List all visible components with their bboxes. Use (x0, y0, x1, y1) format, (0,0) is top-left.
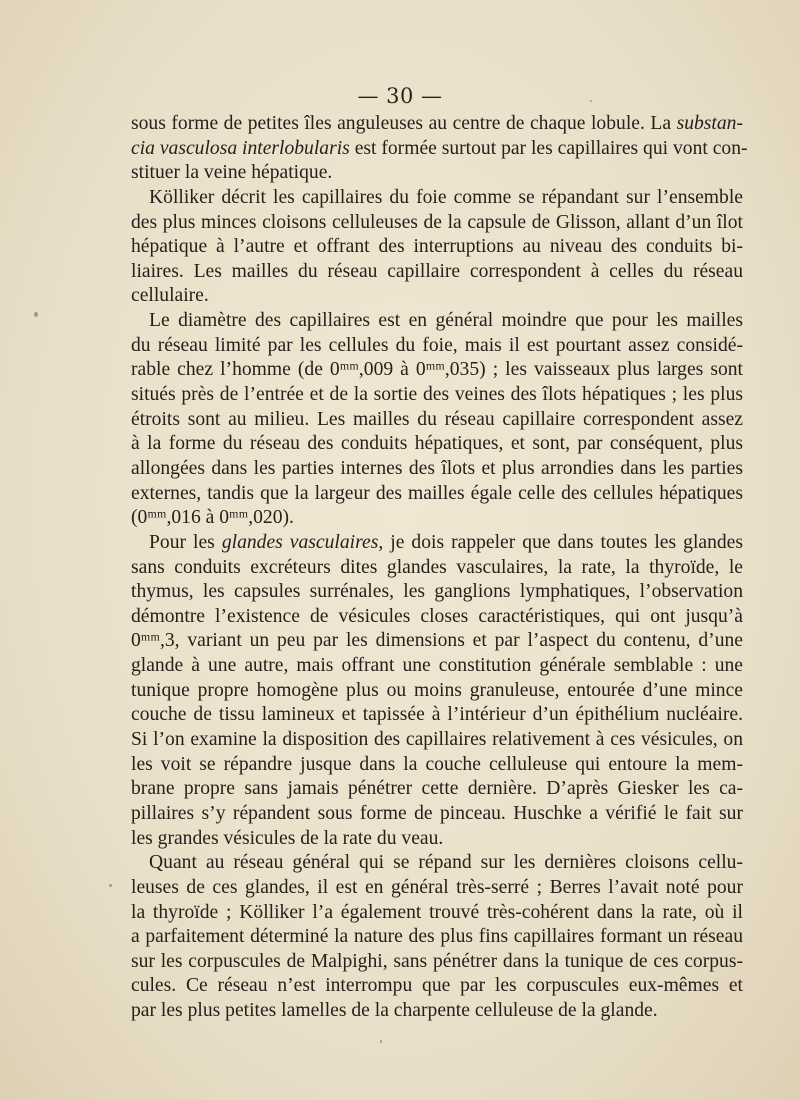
text-run: rable chez l’homme (de 0ᵐᵐ,009 à 0ᵐᵐ,035) ; les vaisseaux plus larges sont (131, 359, 743, 381)
text-line (131, 383, 743, 408)
text-line (131, 260, 743, 285)
body-text (131, 112, 748, 1024)
text-line (131, 605, 743, 630)
text-run: sans conduits excréteurs dites glandes vasculaires, la rate, la thyroïde, le (131, 556, 743, 578)
text-line (131, 161, 743, 186)
text-line (131, 629, 743, 654)
text-run: les grandes vésicules de la rate du veau. (131, 827, 444, 849)
text-line (131, 728, 743, 753)
text-line (131, 531, 743, 556)
text-run: stituer la veine hépatique. (131, 162, 333, 184)
text-run: Si l’on examine la disposition des capillaires relativement à ces vésicules, on (131, 729, 743, 751)
text-line (131, 556, 743, 581)
italic-term: glandes vasculaires (221, 531, 379, 553)
text-run: glande à une autre, mais offrant une constitution générale semblable : une (131, 655, 743, 677)
text-run: cellulaire. (131, 285, 209, 307)
text-run: Kölliker décrit les capillaires du foie comme se répandant sur l’ensemble (149, 186, 743, 208)
text-line (131, 186, 743, 211)
italic-term: substan- (676, 113, 743, 134)
text-run: leuses de ces glandes, il est en général très-serré ; Berres l’avait noté pour (131, 876, 743, 898)
text-line (131, 432, 743, 457)
text-line (131, 777, 743, 802)
text-run: des plus minces cloisons celluleuses de la capsule de Glisson, allant d’un îlot (131, 211, 743, 233)
text-line (131, 925, 743, 950)
text-line (131, 950, 743, 975)
text-line (131, 974, 743, 999)
paragraph (131, 851, 743, 1023)
text-run: les voit se répandre jusque dans la couche celluleuse qui entoure la mem- (131, 753, 743, 775)
text-line (131, 703, 743, 728)
text-line (131, 999, 743, 1024)
text-line (131, 408, 743, 433)
text-run: externes, tandis que la largeur des mailles égale celle des cellules hépatiques (131, 482, 743, 504)
paragraph (131, 186, 743, 309)
text-run: brane propre sans jamais pénétrer cette dernière. D’après Giesker les ca- (131, 778, 743, 800)
text-line (131, 457, 743, 482)
text-run: Quant au réseau général qui se répand sur les dernières cloisons cellu- (149, 852, 743, 874)
text-run: allongées dans les parties internes des îlots et plus arrondies dans les parties (131, 457, 743, 479)
text-run: démontre l’existence de vésicules closes caractéristiques, qui ont jusqu’à (131, 605, 743, 627)
text-line (131, 334, 743, 359)
text-run: a parfaitement déterminé la nature des plus fins capillaires formant un réseau (131, 926, 743, 948)
paragraph (131, 531, 743, 851)
text-line (131, 112, 743, 137)
text-run: , je dois rappeler que dans toutes les glandes (378, 531, 743, 553)
text-run: sur les corpuscules de Malpighi, sans pénétrer dans la tunique de ces corpus- (131, 950, 743, 972)
text-run: liaires. Les mailles du réseau capillaire correspondent à celles du réseau (131, 260, 743, 282)
text-line (131, 901, 743, 926)
text-run: situés près de l’entrée et de la sortie des veines des îlots hépatiques ; les plus (131, 384, 743, 406)
text-run: thymus, les capsules surrénales, les ganglions lymphatiques, l’observation (131, 581, 743, 603)
text-line (131, 284, 743, 309)
text-line (131, 137, 748, 162)
text-run: Pour les (149, 531, 222, 553)
paper-speck (34, 312, 38, 317)
text-run: (0ᵐᵐ,016 à 0ᵐᵐ,020). (131, 507, 294, 529)
paper-speck (109, 884, 112, 887)
page-number: — 30 — (357, 84, 443, 108)
text-line (131, 802, 743, 827)
italic-term: cia vasculosa interlobularis (131, 137, 350, 159)
text-line (131, 654, 743, 679)
text-line (131, 309, 743, 334)
paper-speck (380, 1040, 382, 1043)
text-line (131, 827, 743, 852)
text-line (131, 358, 743, 383)
text-line (131, 580, 743, 605)
text-run: la thyroïde ; Kölliker l’a également trouvé très-cohérent dans la rate, où il (131, 901, 743, 923)
text-run: tunique propre homogène plus ou moins granuleuse, entourée d’une mince (131, 679, 743, 701)
text-run: est formée surtout par les capillaires qui vont con- (349, 137, 748, 159)
text-line (131, 506, 743, 531)
text-run: 0ᵐᵐ,3, variant un peu par les dimensions et par l’aspect du contenu, d’une (131, 630, 743, 652)
text-run: couche de tissu lamineux et tapissée à l’intérieur d’un épithélium nucléaire. (131, 704, 743, 726)
text-line (131, 753, 743, 778)
text-run: Le diamètre des capillaires est en général moindre que pour les mailles (149, 310, 743, 332)
text-line (131, 235, 743, 260)
text-run: étroits sont au milieu. Les mailles du réseau capillaire correspondent assez (131, 408, 743, 430)
text-line (131, 482, 743, 507)
text-run: sous forme de petites îles anguleuses au centre de chaque lobule. La (131, 113, 677, 134)
paragraph (131, 309, 743, 531)
paragraph (131, 112, 748, 186)
text-run: cules. Ce réseau n’est interrompu que par les corpuscules eux-mêmes et (131, 975, 743, 997)
text-run: à la forme du réseau des conduits hépatiques, et sont, par conséquent, plus (131, 433, 743, 455)
text-run: du réseau limité par les cellules du foie, mais il est pourtant assez considé- (131, 334, 743, 356)
text-line (131, 679, 743, 704)
text-line (131, 876, 743, 901)
text-run: par les plus petites lamelles de la charpente celluleuse de la glande. (131, 1000, 658, 1022)
text-run: hépatique à l’autre et offrant des interruptions au niveau des conduits bi- (131, 236, 743, 258)
text-run: pillaires s’y répandent sous forme de pinceau. Huschke a vérifié le fait sur (131, 802, 743, 824)
text-line (131, 851, 743, 876)
text-line (131, 211, 743, 236)
